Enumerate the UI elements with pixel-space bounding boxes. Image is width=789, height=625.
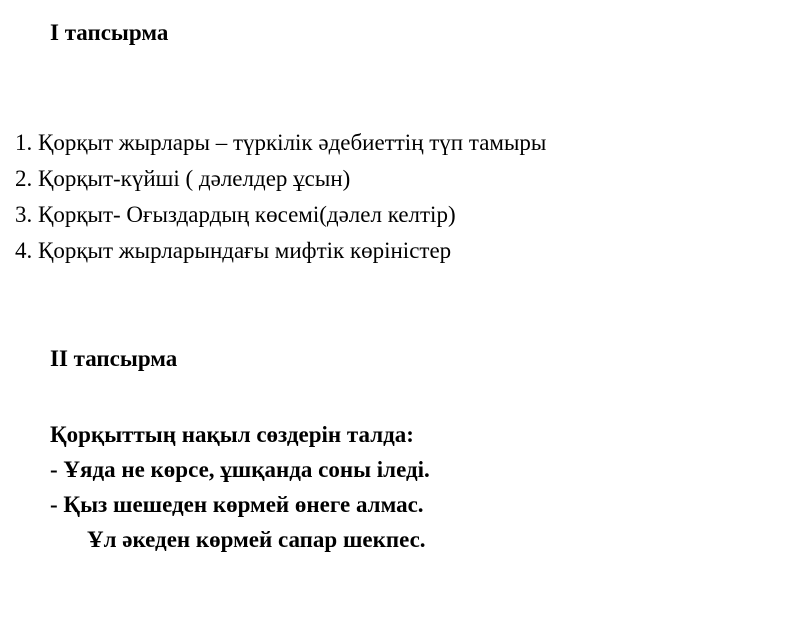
task2-instruction: Қорқыттың нақыл сөздерін талда: <box>50 422 414 447</box>
task1-item: 4. Қорқыт жырларындағы мифтік көріністер <box>15 238 452 263</box>
task1-item: 2. Қорқыт-күйші ( дәлелдер ұсын) <box>15 166 351 191</box>
task1-item: 1. Қорқыт жырлары – түркілік әдебиеттің түп тамыры <box>15 130 547 155</box>
task1-item: 3. Қорқыт- Оғыздардың көсемі(дәлел келтір) <box>15 202 456 227</box>
saying-line: Ұл әкеден көрмей сапар шекпес. <box>87 527 426 552</box>
saying-line: - Ұяда не көрсе, ұшқанда соны іледі. <box>50 457 430 482</box>
saying-line: - Қыз шешеден көрмей өнеге алмас. <box>50 492 424 517</box>
task1-list <box>15 125 546 269</box>
task2-heading: II тапсырма <box>50 346 178 371</box>
task1-heading: I тапсырма <box>50 20 169 45</box>
task2-content <box>50 417 430 557</box>
